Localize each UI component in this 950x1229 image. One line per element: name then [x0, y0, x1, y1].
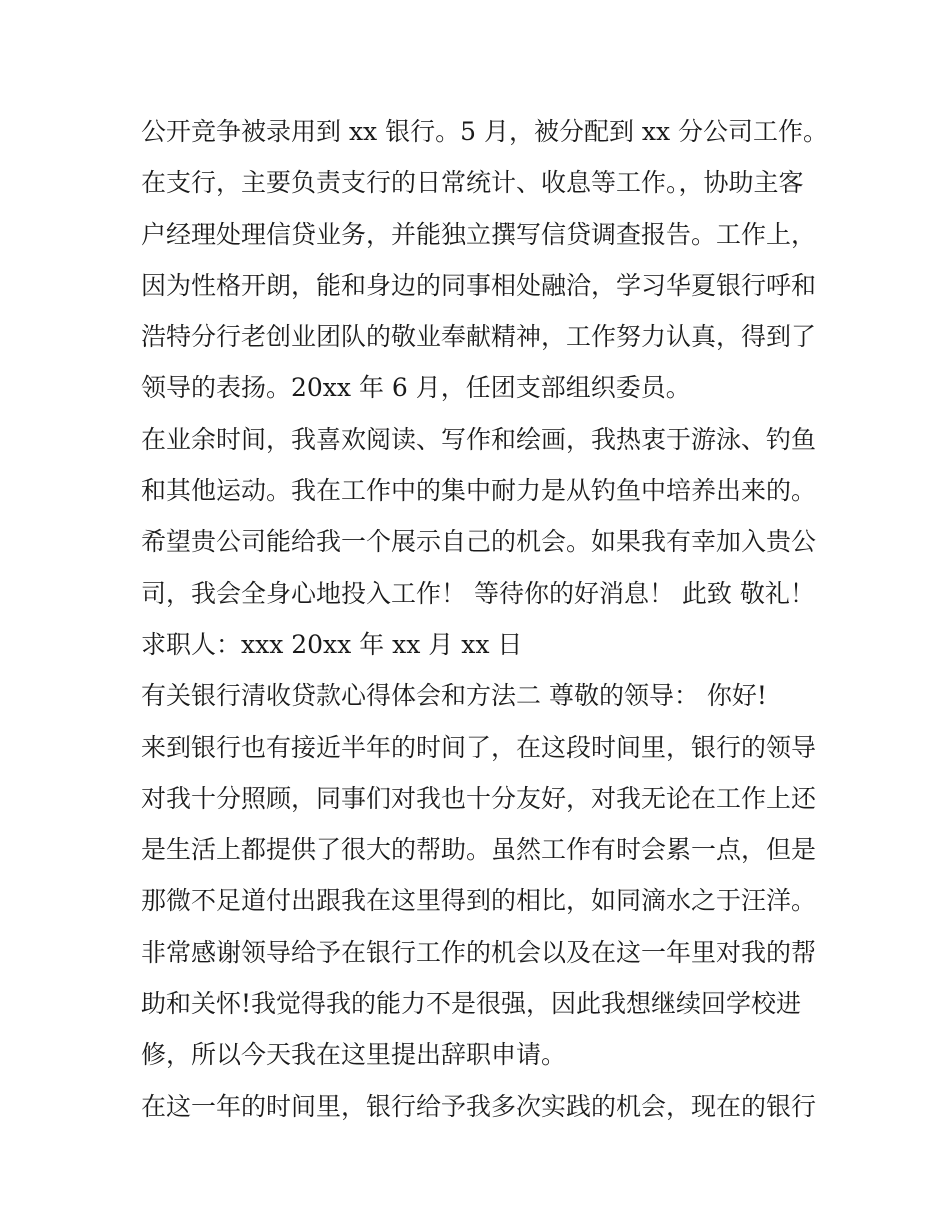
text-line: 司，我会全身心地投入工作！ 等待你的好消息！ 此致 敬礼！: [141, 578, 815, 608]
text-line: 在业余时间，我喜欢阅读、写作和绘画，我热衷于游泳、钓鱼: [141, 424, 817, 454]
text-line: 修，所以今天我在这里提出辞职申请。: [141, 1040, 567, 1070]
text-line: 希望贵公司能给我一个展示自己的机会。如果我有幸加入贵公: [141, 527, 817, 557]
text-line: 非常感谢领导给予在银行工作的机会以及在这一年里对我的帮: [141, 937, 817, 967]
text-line: 那微不足道付出跟我在这里得到的相比，如同滴水之于汪洋。: [141, 886, 817, 916]
text-line: 对我十分照顾，同事们对我也十分友好，对我无论在工作上还: [141, 783, 817, 813]
text-line: 因为性格开朗，能和身边的同事相处融洽，学习华夏银行呼和: [141, 270, 817, 300]
text-line: 户经理处理信贷业务，并能独立撰写信贷调查报告。工作上，: [141, 219, 817, 249]
text-line: 公开竞争被录用到 xx 银行。5 月，被分配到 xx 分公司工作。: [141, 117, 829, 146]
text-line: 在这一年的时间里，银行给予我多次实践的机会，现在的银行: [141, 1091, 817, 1121]
text-line: 在支行，主要负责支行的日常统计、收息等工作。，协助主客: [141, 168, 804, 198]
text-line: 和其他运动。我在工作中的集中耐力是从钓鱼中培养出来的。: [141, 476, 817, 506]
signature-line: 求职人：xxx 20xx 年 xx 月 xx 日: [141, 629, 523, 659]
text-line: 是生活上都提供了很大的帮助。虽然工作有时会累一点，但是: [141, 835, 817, 865]
text-line: 助和关怀!我觉得我的能力不是很强，因此我想继续回学校进: [141, 989, 802, 1019]
section-heading: 有关银行清收贷款心得体会和方法二 尊敬的领导： 你好!: [141, 681, 767, 711]
text-line: 领导的表扬。20xx 年 6 月，任团支部组织委员。: [141, 373, 691, 403]
document-body: [141, 106, 831, 1132]
text-line: 来到银行也有接近半年的时间了，在这段时间里，银行的领导: [141, 732, 817, 762]
text-line: 浩特分行老创业团队的敬业奉献精神，工作努力认真，得到了: [141, 322, 817, 352]
